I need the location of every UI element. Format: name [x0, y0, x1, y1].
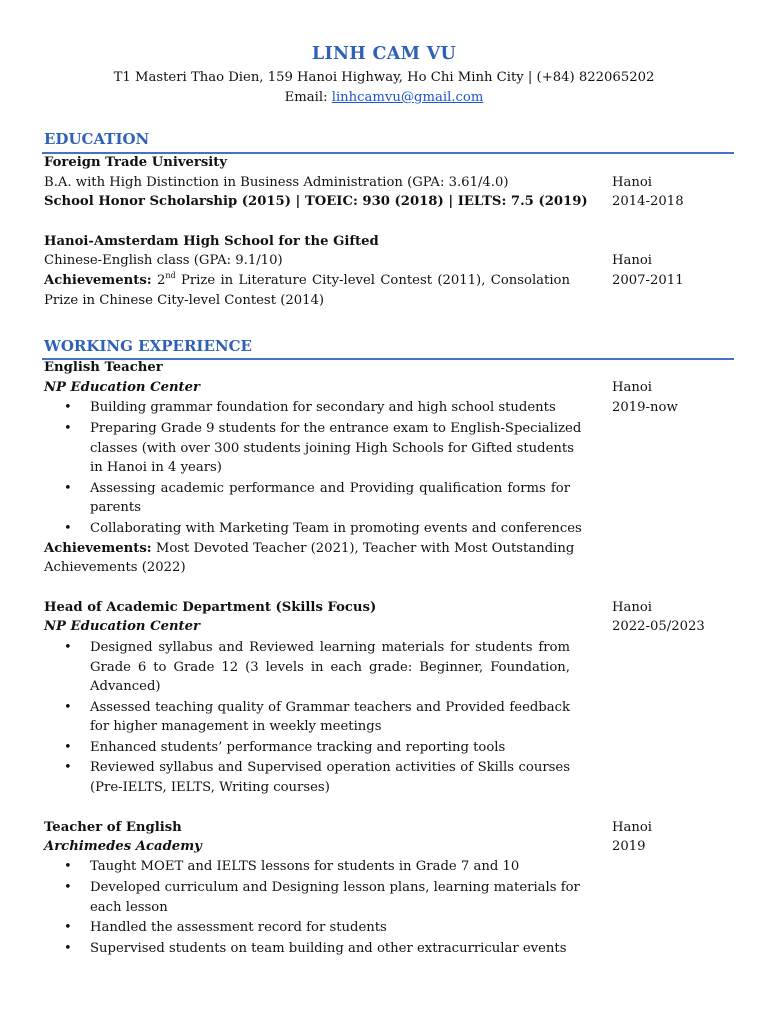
degree-text: Chinese-English class (GPA: 9.1/10): [44, 253, 283, 268]
bullet-text-continuation: Grade 6 to Grade 12 (3 levels in each grade: Beginner, Foundation,: [90, 660, 570, 675]
achievements-line: [44, 273, 570, 288]
bullet-marker: •: [64, 760, 72, 775]
bullet-text-continuation: each lesson: [90, 900, 168, 915]
entry-location: Hanoi: [612, 175, 653, 190]
school-name: Hanoi-Amsterdam High School for the Gifted: [44, 234, 379, 249]
bullet-text: Supervised students on team building and other extracurricular events: [90, 941, 567, 956]
job-organization: Archimedes Academy: [44, 839, 202, 854]
job-role: Head of Academic Department (Skills Focus): [44, 600, 377, 615]
bullet-marker: •: [64, 880, 72, 895]
bullet-text: Building grammar foundation for secondary and high school students: [90, 400, 556, 415]
degree-text: B.A. with High Distinction in Business Administration (GPA: 3.61/4.0): [44, 175, 509, 190]
achievements-text: Most Devoted Teacher (2021), Teacher with Most Outstanding: [151, 541, 575, 556]
job-dates: 2019: [612, 839, 646, 854]
achievements-line: [44, 541, 575, 556]
candidate-name: LINH CAM VU: [311, 44, 457, 64]
bullet-text-continuation: for higher management in weekly meetings: [90, 719, 382, 734]
achievements-label: Achievements:: [44, 273, 152, 288]
section-title-experience: WORKING EXPERIENCE: [44, 337, 252, 355]
job-role: Teacher of English: [44, 820, 182, 835]
bullet-text: Preparing Grade 9 students for the entrance exam to English-Specialized: [90, 421, 582, 436]
job-location: Hanoi: [612, 380, 653, 395]
bullet-text: Designed syllabus and Reviewed learning materials for students from: [90, 640, 570, 655]
entry-dates: 2007-2011: [612, 273, 684, 288]
bullet-text-continuation: parents: [90, 500, 141, 515]
achievements-continuation: Achievements (2022): [44, 560, 186, 575]
bullet-marker: •: [64, 421, 72, 436]
honors-text: School Honor Scholarship (2015) | TOEIC: 930 (2018) | IELTS: 7.5 (2019): [44, 194, 588, 209]
job-dates: 2019-now: [612, 400, 678, 415]
bullet-text-continuation: (Pre-IELTS, IELTS, Writing courses): [90, 780, 330, 795]
job-organization: NP Education Center: [44, 380, 200, 395]
school-name: Foreign Trade University: [44, 155, 228, 170]
bullet-marker: •: [64, 640, 72, 655]
bullet-marker: •: [64, 859, 72, 874]
bullet-text-continuation: classes (with over 300 students joining High Schools for Gifted students: [90, 441, 574, 456]
entry-location: Hanoi: [612, 253, 653, 268]
achievements-text: Prize in Literature City-level Contest (2011), Consolation: [175, 273, 570, 288]
bullet-marker: •: [64, 740, 72, 755]
bullet-marker: •: [64, 941, 72, 956]
bullet-text-continuation: in Hanoi in 4 years): [90, 460, 222, 475]
bullet-marker: •: [64, 700, 72, 715]
bullet-text: Enhanced students’ performance tracking and reporting tools: [90, 740, 506, 755]
achievements-ordinal: 2: [151, 273, 166, 288]
bullet-marker: •: [64, 481, 72, 496]
section-divider: [42, 152, 734, 154]
job-dates: 2022-05/2023: [612, 619, 705, 634]
contact-email-line: [0, 90, 768, 105]
job-role: English Teacher: [44, 360, 163, 375]
bullet-text: Handled the assessment record for students: [90, 920, 387, 935]
bullet-marker: •: [64, 521, 72, 536]
job-location: Hanoi: [612, 600, 653, 615]
bullet-text-continuation: Advanced): [90, 679, 161, 694]
entry-dates: 2014-2018: [612, 194, 684, 209]
achievements-continuation: Prize in Chinese City-level Contest (2014): [44, 293, 325, 308]
bullet-text: Reviewed syllabus and Supervised operation activities of Skills courses: [90, 760, 570, 775]
achievements-label: Achievements:: [44, 541, 152, 556]
bullet-text: Assessed teaching quality of Grammar teachers and Provided feedback: [90, 700, 570, 715]
bullet-text: Taught MOET and IELTS lessons for students in Grade 7 and 10: [90, 859, 520, 874]
ordinal-suffix: nd: [165, 271, 176, 280]
section-title-education: EDUCATION: [44, 130, 150, 148]
job-location: Hanoi: [612, 820, 653, 835]
job-organization: NP Education Center: [44, 619, 200, 634]
email-label: Email:: [284, 90, 332, 105]
bullet-text: Assessing academic performance and Providing qualification forms for: [90, 481, 570, 496]
bullet-text: Developed curriculum and Designing lesson plans, learning materials for: [90, 880, 580, 895]
bullet-text: Collaborating with Marketing Team in promoting events and conferences: [90, 521, 582, 536]
email-link[interactable]: linhcamvu@gmail.com: [331, 90, 484, 105]
contact-address-line: T1 Masteri Thao Dien, 159 Hanoi Highway, Ho Chi Minh City | (+84) 822065202: [113, 70, 655, 85]
bullet-marker: •: [64, 400, 72, 415]
bullet-marker: •: [64, 920, 72, 935]
